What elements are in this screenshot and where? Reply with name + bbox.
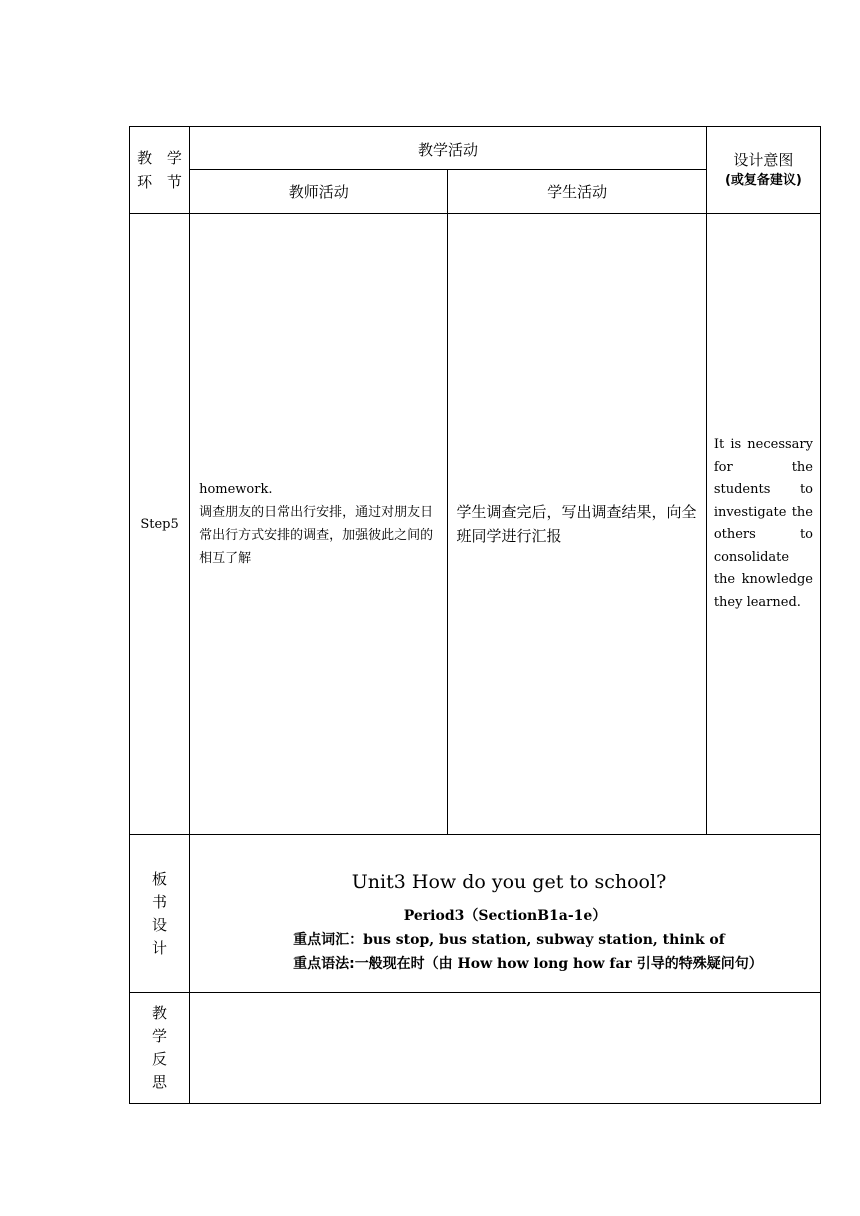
reflection-row: [130, 993, 821, 1104]
board-period: Period3（SectionB1a-1e）: [403, 908, 607, 924]
board-design-label: [130, 835, 190, 993]
teacher-activity-en: homework.: [199, 482, 273, 497]
reflection-label-char: 学: [152, 1027, 168, 1045]
board-title: Unit3 How do you get to school?: [351, 871, 667, 893]
reflection-label-char: 教: [152, 1004, 168, 1022]
board-label-char: 板: [152, 869, 168, 888]
reflection-label-char: 思: [152, 1073, 168, 1091]
design-intent-cell: It is necessary for the students to investigate the others to consolidate the knowledge they learned.: [706, 214, 820, 835]
board-vocab-line: [293, 929, 725, 949]
intent-header-note: (或复备建议): [724, 173, 802, 188]
stage-header-line2: 环 节: [137, 173, 187, 191]
board-design-content: [190, 835, 821, 993]
grammar-prefix: 重点语法:: [293, 956, 355, 972]
step-label: Step5: [130, 214, 190, 835]
reflection-label-char: 反: [152, 1050, 168, 1068]
teacher-activity-cell: [190, 214, 448, 835]
stage-header-line1: 教 学: [137, 149, 187, 167]
board-grammar-line: [293, 953, 763, 973]
step5-row: [130, 214, 821, 835]
stage-header: [130, 127, 190, 214]
vocab-prefix: 重点词汇：: [293, 932, 364, 948]
teacher-activity-zh: 调查朋友的日常出行安排，通过对朋友日常出行方式安排的调查，加强彼此之间的相互了解: [199, 505, 434, 566]
activity-header: 教学活动: [190, 127, 707, 170]
teacher-activity-header: 教师活动: [190, 170, 448, 214]
board-label-char: 计: [152, 938, 168, 957]
vocab-list: bus stop, bus station, subway station, think of: [363, 932, 725, 948]
lesson-plan-table: [129, 126, 821, 1104]
intent-header: [706, 127, 820, 214]
board-design-row: [130, 835, 821, 993]
reflection-label: [130, 993, 190, 1104]
intent-header-title: 设计意图: [733, 151, 794, 169]
reflection-content: [190, 993, 821, 1104]
board-label-char: 书: [152, 892, 168, 911]
student-activity-header: 学生活动: [448, 170, 706, 214]
student-activity-cell: 学生调查完后，写出调查结果，向全班同学进行汇报: [448, 214, 706, 835]
grammar-text: 一般现在时（由 How how long how far 引导的特殊疑问句）: [354, 956, 763, 972]
board-label-char: 设: [152, 915, 168, 934]
